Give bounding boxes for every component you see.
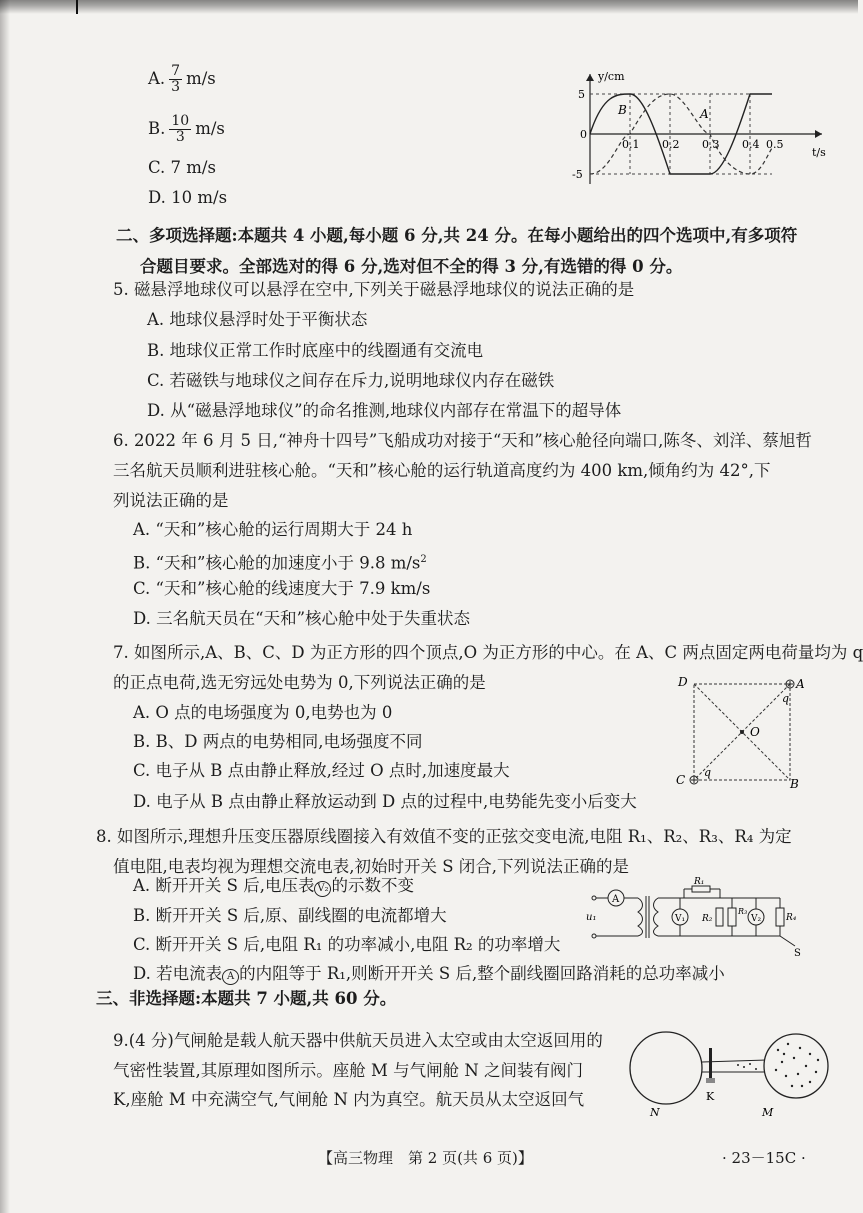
y-tick-neg: -5 xyxy=(572,168,583,181)
airlock-figure xyxy=(626,1026,836,1120)
t-tick-3: 0.3 xyxy=(702,138,720,151)
label-q-a: q xyxy=(782,692,790,705)
t-tick-1: 0.1 xyxy=(622,138,640,151)
q7-option-c: C. 电子从 B 点由静止释放,经过 O 点时,加速度最大 xyxy=(133,761,510,780)
q7-stem-1: 7. 如图所示,A、B、C、D 为正方形的四个顶点,O 为正方形的中心。在 A、C 两点固定两电荷量均为 q xyxy=(113,643,863,662)
label-ammeter: A xyxy=(612,894,620,905)
q9-line-2: 气密性装置,其原理如图所示。座舱 M 与气闸舱 N 之间装有阀门 xyxy=(113,1061,584,1080)
square-charge-figure xyxy=(676,672,806,794)
label-r1: R₁ xyxy=(694,877,705,887)
q6-stem-3: 列说法正确的是 xyxy=(113,491,229,510)
label-n: N xyxy=(650,1106,660,1119)
q5-option-d: D. 从“磁悬浮地球仪”的命名推测,地球仪内部存在常温下的超导体 xyxy=(147,401,622,420)
curve-label-b: B xyxy=(618,103,627,117)
q6-option-d: D. 三名航天员在“天和”核心舱中处于失重状态 xyxy=(133,609,471,628)
t-tick-4: 0.4 xyxy=(742,138,760,151)
q4-option-a: A. $\frac{7}{3}$ m/s xyxy=(148,63,216,95)
q6-stem-1: 6. 2022 年 6 月 5 日,“神舟十四号”飞船成功对接于“天和”核心舱径向端口,陈冬、刘洋、蔡旭哲 xyxy=(113,431,812,450)
label-m: M xyxy=(762,1106,774,1119)
q8-stem-2: 值电阻,电表均视为理想交流电表,初始时开关 S 闭合,下列说法正确的是 xyxy=(113,857,630,876)
voltmeter-v2-symbol: V₂ xyxy=(314,881,331,897)
q4-option-d: D. 10 m/s xyxy=(148,188,228,207)
section3-title: 三、非选择题:本题共 7 小题,共 60 分。 xyxy=(96,989,397,1008)
q5-option-a: A. 地球仪悬浮时处于平衡状态 xyxy=(147,310,368,329)
label-q-c: q xyxy=(704,766,712,779)
q5-option-b: B. 地球仪正常工作时底座中的线圈通有交流电 xyxy=(147,341,484,360)
label-d: D xyxy=(678,675,688,689)
q8-option-b: B. 断开开关 S 后,原、副线圈的电流都增大 xyxy=(133,906,447,925)
label-o: O xyxy=(750,725,760,739)
origin-label: 0 xyxy=(580,128,587,141)
scan-edge-left xyxy=(0,0,10,1213)
q7-option-a: A. O 点的电场强度为 0,电势也为 0 xyxy=(133,703,393,722)
section2-line1: 二、多项选择题:本题共 4 小题,每小题 6 分,共 24 分。在每小题给出的四个选项中,有多项符 xyxy=(116,226,798,245)
q6-option-a: A. “天和”核心舱的运行周期大于 24 h xyxy=(133,520,413,539)
q6-stem-2: 三名航天员顺利进驻核心舱。“天和”核心舱的运行轨道高度约为 400 km,倾角约为 42°,下 xyxy=(113,461,771,480)
label-k: K xyxy=(706,1090,715,1103)
x-axis-label: t/s xyxy=(812,146,826,159)
label-r2: R₂ xyxy=(702,914,713,924)
q7-option-d: D. 电子从 B 点由静止释放运动到 D 点的过程中,电势能先变小后变大 xyxy=(133,792,637,811)
label-a: A xyxy=(796,677,805,691)
label-v1: V₁ xyxy=(675,914,686,924)
q8-stem-1: 8. 如图所示,理想升压变压器原线圈接入有效值不变的正弦交变电流,电阻 R₁、R₂、R₃、R₄ 为定 xyxy=(96,827,792,846)
label-b: B xyxy=(790,777,799,791)
transformer-circuit xyxy=(580,877,810,959)
label-r3: R₃ xyxy=(738,907,748,916)
q7-option-b: B. B、D 两点的电势相同,电场强度不同 xyxy=(133,732,423,751)
q9-line-1: 9.(4 分)气闸舱是载人航天器中供航天员进入太空或由太空返回用的 xyxy=(113,1031,603,1050)
page-footer: 【高三物理 第 2 页(共 6 页)】 xyxy=(318,1149,533,1167)
label-v2: V₂ xyxy=(751,914,762,924)
q8-option-a: A. 断开开关 S 后,电压表 V₂ 的示数不变 xyxy=(133,876,414,895)
page-code: · 23－15C · xyxy=(722,1149,806,1167)
q8-option-c: C. 断开开关 S 后,电阻 R₁ 的功率减小,电阻 R₂ 的功率增大 xyxy=(133,935,561,954)
q9-line-3: K,座舱 M 中充满空气,气闸舱 N 内为真空。航天员从太空返回气 xyxy=(113,1090,585,1109)
t-tick-2: 0.2 xyxy=(662,138,680,151)
label-r4: R₄ xyxy=(786,913,797,923)
y-tick-pos: 5 xyxy=(578,88,585,101)
q4-option-c: C. 7 m/s xyxy=(148,158,216,177)
q7-stem-2: 的正点电荷,选无穷远处电势为 0,下列说法正确的是 xyxy=(113,673,486,692)
label-c: C xyxy=(676,773,686,787)
q8-option-d: D. 若电流表 A 的内阻等于 R₁,则断开开关 S 后,整个副线圈回路消耗的总功率减小 xyxy=(133,964,725,983)
q6-option-c: C. “天和”核心舱的线速度大于 7.9 km/s xyxy=(133,579,431,598)
t-tick-5: 0.5 xyxy=(766,138,784,151)
q6-option-b: B. “天和”核心舱的加速度小于 9.8 $m/s^2$ xyxy=(133,553,427,573)
q5-stem: 5. 磁悬浮地球仪可以悬浮在空中,下列关于磁悬浮地球仪的说法正确的是 xyxy=(113,280,635,299)
label-u1: u₁ xyxy=(586,912,597,923)
section2-line2: 合题目要求。全部选对的得 6 分,选对但不全的得 3 分,有选错的得 0 分。 xyxy=(140,257,683,276)
ammeter-a-symbol: A xyxy=(222,969,239,985)
scan-mark xyxy=(76,0,78,14)
wave-graph xyxy=(560,68,830,188)
curve-label-a: A xyxy=(700,107,709,121)
q5-option-c: C. 若磁铁与地球仪之间存在斥力,说明地球仪内存在磁铁 xyxy=(147,371,555,390)
scan-edge xyxy=(0,0,858,14)
y-axis-label: y/cm xyxy=(598,70,625,83)
q4-option-b: B. $\frac{10}{3}$ m/s xyxy=(148,113,225,145)
label-s: S xyxy=(794,948,801,959)
